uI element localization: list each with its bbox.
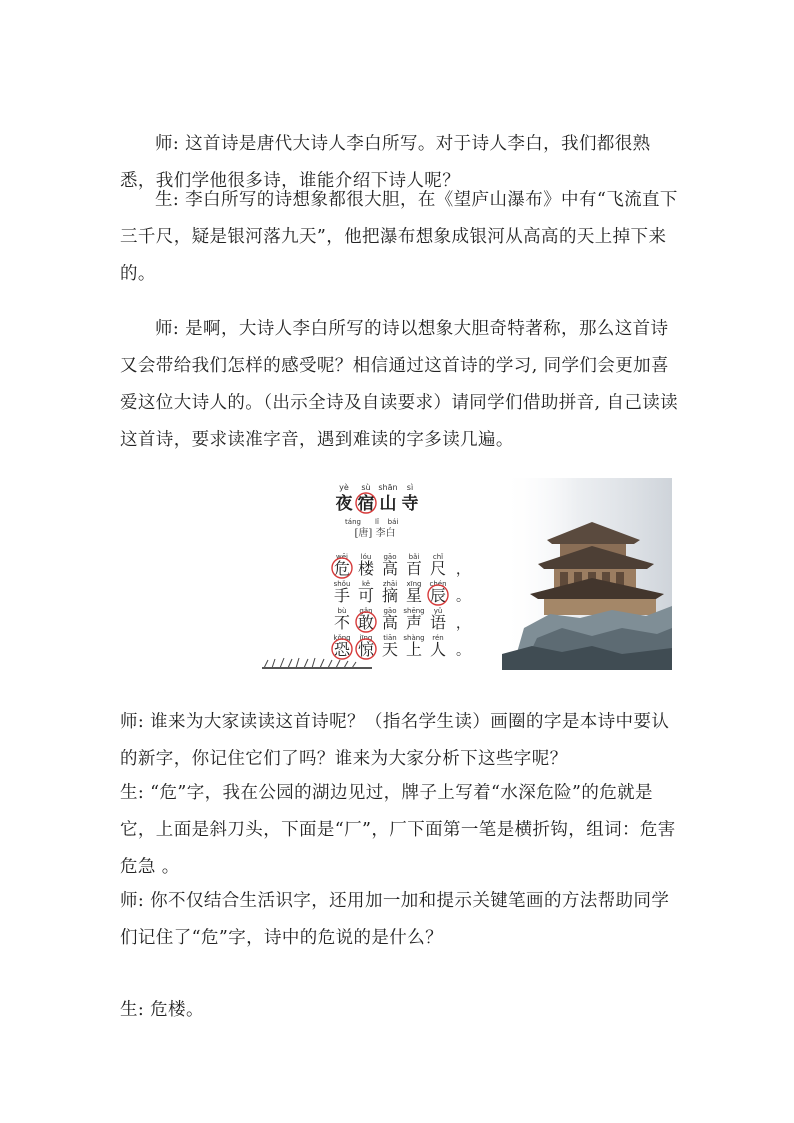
paragraph-teacher-intro: 师: 这首诗是唐代大诗人李白所写。对于诗人李白，我们都很熟悉，我们学他很多诗，谁能介绍下诗人呢？ <box>120 134 651 191</box>
line-punctuation: ， <box>456 562 470 578</box>
line-pinyin: lóu <box>360 553 372 561</box>
poem-char: 辰 <box>429 586 447 605</box>
line-pinyin: wēi <box>336 553 348 561</box>
title-pinyin: sì <box>406 483 414 492</box>
author-pinyin-row <box>345 518 398 526</box>
poem-char: 摘 <box>381 586 399 605</box>
line-punctuation: ， <box>456 616 470 632</box>
author-pinyin: táng <box>345 518 361 526</box>
poem-char: 声 <box>405 613 423 632</box>
line-pinyin: zhāi <box>382 580 398 588</box>
paragraph-student-lushan: 生: 李白所写的诗想象都很大胆，在《望庐山瀑布》中有“飞流直下三千尺，疑是银河落九天”，他把瀑布想象成银河从高高的天上掉下来的。 <box>120 190 678 284</box>
poem-char: 敢 <box>357 613 375 632</box>
poem-char: 惊 <box>357 640 375 659</box>
poem-char: 楼 <box>357 559 375 578</box>
poem-char: 恐 <box>333 640 351 659</box>
line-pinyin: kě <box>361 580 371 588</box>
line-pinyin: shēng <box>403 607 425 615</box>
grass-strokes <box>262 658 372 668</box>
title-pinyin: shān <box>378 483 398 492</box>
paragraph-student-wei: 生: “危”字，我在公园的湖边见过，牌子上写着“水深危险”的危就是它，上面是斜刀头，下面是“厂”，厂下面第一笔是横折钩，组词：危害 危急 。 <box>120 783 676 877</box>
line-punctuation: 。 <box>456 589 470 605</box>
poem-char: 星 <box>405 586 423 605</box>
title-char: 宿 <box>357 494 375 514</box>
poem-author: [唐] 李白 <box>354 528 396 539</box>
poem-figure <box>262 478 672 670</box>
line-pinyin: bǎi <box>408 553 420 561</box>
line-pinyin: gāo <box>383 607 397 615</box>
line-pinyin: rén <box>432 634 444 642</box>
poem-char: 不 <box>333 613 351 632</box>
line-pinyin: kǒng <box>333 634 351 642</box>
line-pinyin: xīng <box>406 580 422 588</box>
paragraph-teacher-question: 师: 谁来为大家读读这首诗呢？（指名学生读）画圈的字是本诗中要认的新字，你记住它们了吗？谁来为大家分析下这些字呢？ <box>120 712 670 769</box>
poem-char: 人 <box>429 640 447 659</box>
paragraph-student-answer: 生: 危楼。 <box>120 1000 204 1020</box>
poem-char: 危 <box>333 559 351 578</box>
title-char: 夜 <box>335 494 353 514</box>
line-pinyin: shǒu <box>333 580 351 588</box>
poem-char: 高 <box>381 613 399 632</box>
author-pinyin: bái <box>387 518 399 526</box>
poem-title <box>336 493 419 514</box>
poem-lines <box>332 553 470 659</box>
author-pinyin: lǐ <box>375 518 379 526</box>
poem-char: 天 <box>381 640 399 659</box>
poem-char: 高 <box>381 559 399 578</box>
line-pinyin: jīng <box>359 634 373 642</box>
poem-char: 尺 <box>429 559 447 578</box>
line-pinyin: bù <box>337 607 347 615</box>
poem-char: 可 <box>357 586 375 605</box>
title-char: 寺 <box>401 494 419 514</box>
poem-char: 上 <box>405 640 423 659</box>
poem-illustration <box>262 478 672 670</box>
poem-char: 语 <box>429 613 447 632</box>
line-pinyin: yǔ <box>433 607 443 615</box>
line-pinyin: chén <box>429 580 447 588</box>
title-pinyin-row <box>339 482 413 492</box>
line-pinyin: shàng <box>403 634 425 642</box>
title-pinyin: yè <box>339 483 349 492</box>
paragraph-teacher-praise: 师: 你不仅结合生活识字，还用加一加和提示关键笔画的方法帮助同学们记住了“危”字，诗中的危说的是什么？ <box>120 891 670 948</box>
poem-char: 百 <box>405 559 423 578</box>
title-pinyin: sù <box>361 483 371 492</box>
line-pinyin: gǎn <box>359 607 373 615</box>
paragraph-teacher-reading: 师: 是啊，大诗人李白所写的诗以想象大胆奇特著称，那么这首诗又会带给我们怎样的感受呢？相信通过这首诗的学习, 同学们会更加喜爱这位大诗人的。（出示全诗及自读要求）请同学们借助拼音, 自己读读这首诗，要求读准字音，遇到难读的字多读几遍。 <box>120 319 679 450</box>
line-punctuation: 。 <box>456 643 470 659</box>
line-pinyin: gāo <box>383 553 397 561</box>
line-pinyin: tiān <box>383 634 397 642</box>
title-char: 山 <box>379 494 397 514</box>
poem-char: 手 <box>333 586 351 605</box>
line-pinyin: chǐ <box>432 553 444 561</box>
